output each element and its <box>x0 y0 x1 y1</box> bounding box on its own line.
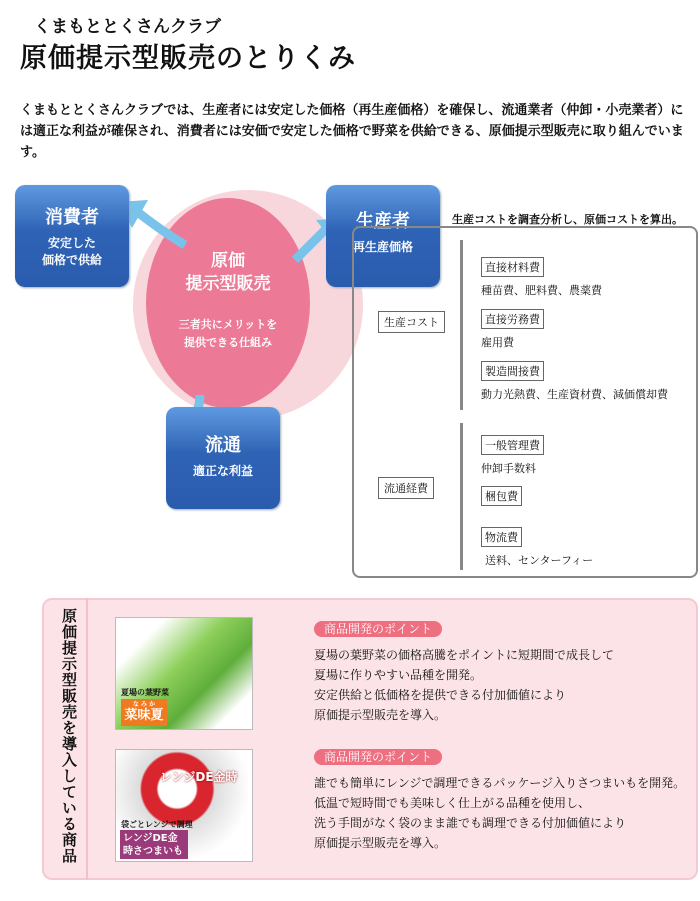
product-image-vegetable: 夏場の葉野菜 な み か 菜味夏 <box>115 617 253 730</box>
page-title: 原価提示型販売のとりくみ <box>20 43 356 74</box>
cost-item: 直接材料費 種苗費、肥料費、農薬費 <box>481 257 602 298</box>
products-heading: 原価提示型販売を導入している商品 <box>60 608 78 864</box>
product-sweet-potato-info: 商品開発のポイント 誰でも簡単にレンジで調理できるパッケージ入りさつまいもを開発。 低温で短時間でも美味しく仕上がる品種を使用し、 洗う手間がなく袋のまま誰でも調理できる付加価値により 原価提示型販売を導入。 <box>314 750 686 850</box>
consumer-box: 消費者 安定した 価格で供給 <box>15 185 129 287</box>
page-subtitle: くまもととくさんクラブ <box>34 17 221 37</box>
cost-item: 製造間接費 動力光熱費、生産資材費、減価償却費 <box>481 361 668 402</box>
producer-box: 生産者 再生産価格 <box>326 185 440 287</box>
center-title: 原価 提示型販売 <box>185 251 271 294</box>
intro-text: くまもととくさんクラブでは、生産者には安定した価格（再生産価格）を確保し、流通業者（仲卸・小売業者）には適正な利益が確保され、消費者には安価で安定した価格で野菜を供給できる、原価提示型販売に取り組んでいます。 <box>20 103 684 160</box>
cost-item: 梱包費 <box>481 486 522 506</box>
divider <box>460 240 463 410</box>
divider <box>460 423 463 570</box>
product-image-sweet-potato: レンジDE金時 袋ごとレンジで調理 レンジDE金時さつまいも <box>115 749 253 862</box>
cost-item: 物流費 送料、センターフィー <box>481 527 593 568</box>
cost-item: 直接労務費 雇用費 <box>481 309 544 350</box>
product-point-badge: 商品開発のポイント <box>314 749 442 765</box>
product-point-badge: 商品開発のポイント <box>314 621 442 637</box>
product-vegetable-info: 商品開発のポイント 夏場の葉野菜の価格高騰をポイントに短期間で成長して 夏場に作りやすい品種を開発。 安定供給と低価格を提供できる付加価値により 原価提示型販売を導入。 <box>314 622 615 722</box>
distribution-box: 流通 適正な利益 <box>166 407 280 509</box>
arrow-to-consumer <box>135 210 185 245</box>
cost-panel-title: 生産コストを調査分析し、原価コストを算出。 <box>452 213 683 226</box>
production-cost-label: 生産コスト <box>378 311 445 333</box>
cost-item: 一般管理費 仲卸手数料 <box>481 435 544 476</box>
center-subtitle: 三者共にメリットを 提供できる仕組み <box>178 318 278 349</box>
distribution-cost-label: 流通経費 <box>378 477 434 499</box>
